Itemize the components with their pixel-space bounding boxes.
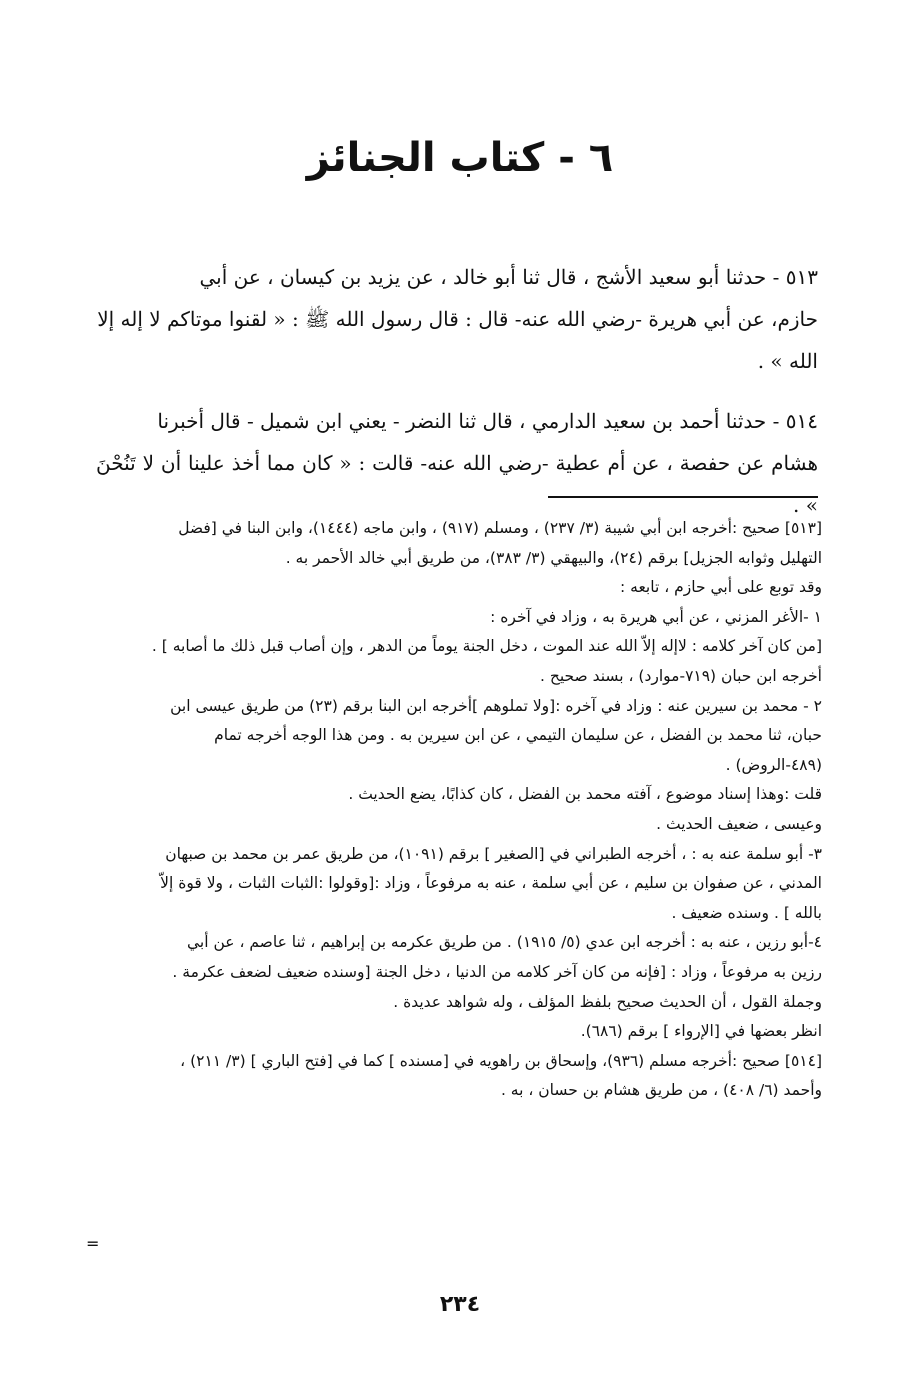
continuation-mark: = [86, 1234, 100, 1253]
hadith-line: حازم، عن أبي هريرة -رضي الله عنه- قال : قال رسول الله ﷺ : « لقنوا موتاكم لا إله إلا [97, 307, 818, 331]
hadith-line: الله » . [757, 349, 818, 373]
footnote-line: ٤-أبو رزين ، عنه به : أخرجه ابن عدي (٥/ ١٩١٥) . من طريق عكرمه بن إبراهيم ، ثنا عاصم ، عن أبي [187, 933, 822, 952]
footnote-line: وعيسى ، ضعيف الحديث . [656, 814, 822, 833]
footnote-line: أخرجه ابن حبان (٧١٩-موارد) ، بسند صحيح . [539, 666, 822, 685]
footnote-line: ٣- أبو سلمة عنه به : ، أخرجه الطبراني في [الصغير ] برقم (١٠٩١)، من طريق عمر بن محمد بن صبهان [165, 844, 822, 863]
footnotes [96, 514, 822, 1106]
footnote-line: انظر بعضها في [الإرواء ] برقم (٦٨٦). [580, 1022, 822, 1041]
chapter-title: ٦ - كتاب الجنائز [306, 135, 614, 181]
footnote-line: وأحمد (٦/ ٤٠٨) ، من طريق هشام بن حسان ، به . [500, 1081, 822, 1100]
footnote-line: المدني ، عن صفوان بن سليم ، عن أبي سلمة ، عنه به مرفوعاً ، وزاد :[وقولوا :الثبات الثبات ، ولا قوة إلاّ [160, 874, 822, 893]
footnote-line: ١ -الأغر المزني ، عن أبي هريرة به ، وزاد في آخره : [490, 607, 822, 626]
footnote-line: وقد توبع على أبي حازم ، تابعه : [620, 578, 822, 597]
hadith-513 [96, 256, 818, 382]
footnote-line: (٤٨٩-الروض) . [725, 755, 822, 774]
page-number: ٢٣٤ [439, 1292, 481, 1317]
footnote-line: وجملة القول ، أن الحديث صحيح بلفظ المؤلف ، وله شواهد عديدة . [393, 992, 822, 1011]
footnote-line: قلت :وهذا إسناد موضوع ، آفته محمد بن الفضل ، كان كذابًا، يضع الحديث . [348, 785, 822, 804]
hadith-line: هشام عن حفصة ، عن أم عطية -رضي الله عنه- قالت : « كان مما أخذ علينا أن لا تَنُحْنَ » . [96, 451, 818, 517]
hadith-line: ٥١٣ - حدثنا أبو سعيد الأشج ، قال ثنا أبو خالد ، عن يزيد بن كيسان ، عن أبي [199, 265, 818, 289]
footnote-line: التهليل وثوابه الجزيل] برقم (٢٤)، والبيهقي (٣/ ٣٨٣)، من طريق أبي خالد الأحمر به . [285, 548, 822, 567]
footnote-line: حبان، ثنا محمد بن الفضل ، عن سليمان التيمي ، عن ابن سيرين به . ومن هذا الوجه أخرجه تمام [214, 726, 822, 745]
hadith-line: ٥١٤ - حدثنا أحمد بن سعيد الدارمي ، قال ثنا النضر - يعني ابن شميل - قال أخبرنا [157, 409, 818, 433]
footnote-line: [٥١٣] صحيح :أخرجه ابن أبي شيبة (٣/ ٢٣٧) ، ومسلم (٩١٧) ، وابن ماجه (١٤٤٤)، وابن البنا في [فضل [178, 519, 822, 537]
footnote-line: ٢ - محمد بن سيرين عنه : وزاد في آخره :[ولا تملوهم ]أخرجه ابن البنا برقم (٢٣) من طريق عيسى ابن [170, 696, 822, 715]
hadith-514 [96, 400, 818, 526]
footnote-line: [٥١٤] صحيح :أخرجه مسلم (٩٣٦)، وإسحاق بن راهويه في [مسنده ] كما في [فتح الباري ] (٣/ ٢١١) ، [180, 1051, 822, 1070]
footnote-separator [548, 496, 818, 498]
footnote-line: [من كان آخر كلامه : لاإله إلاّ الله عند الموت ، دخل الجنة يوماً من الدهر ، وإن أصاب قبل ذلك ما أصابه ] . [151, 637, 822, 656]
footnote-line: بالله ] . وسنده ضعيف . [671, 903, 822, 922]
footnote-line: رزين به مرفوعاً ، وزاد : [فإنه من كان آخر كلامه من الدنيا ، دخل الجنة [وسنده ضعيف لضعف عكرمة . [172, 962, 822, 981]
